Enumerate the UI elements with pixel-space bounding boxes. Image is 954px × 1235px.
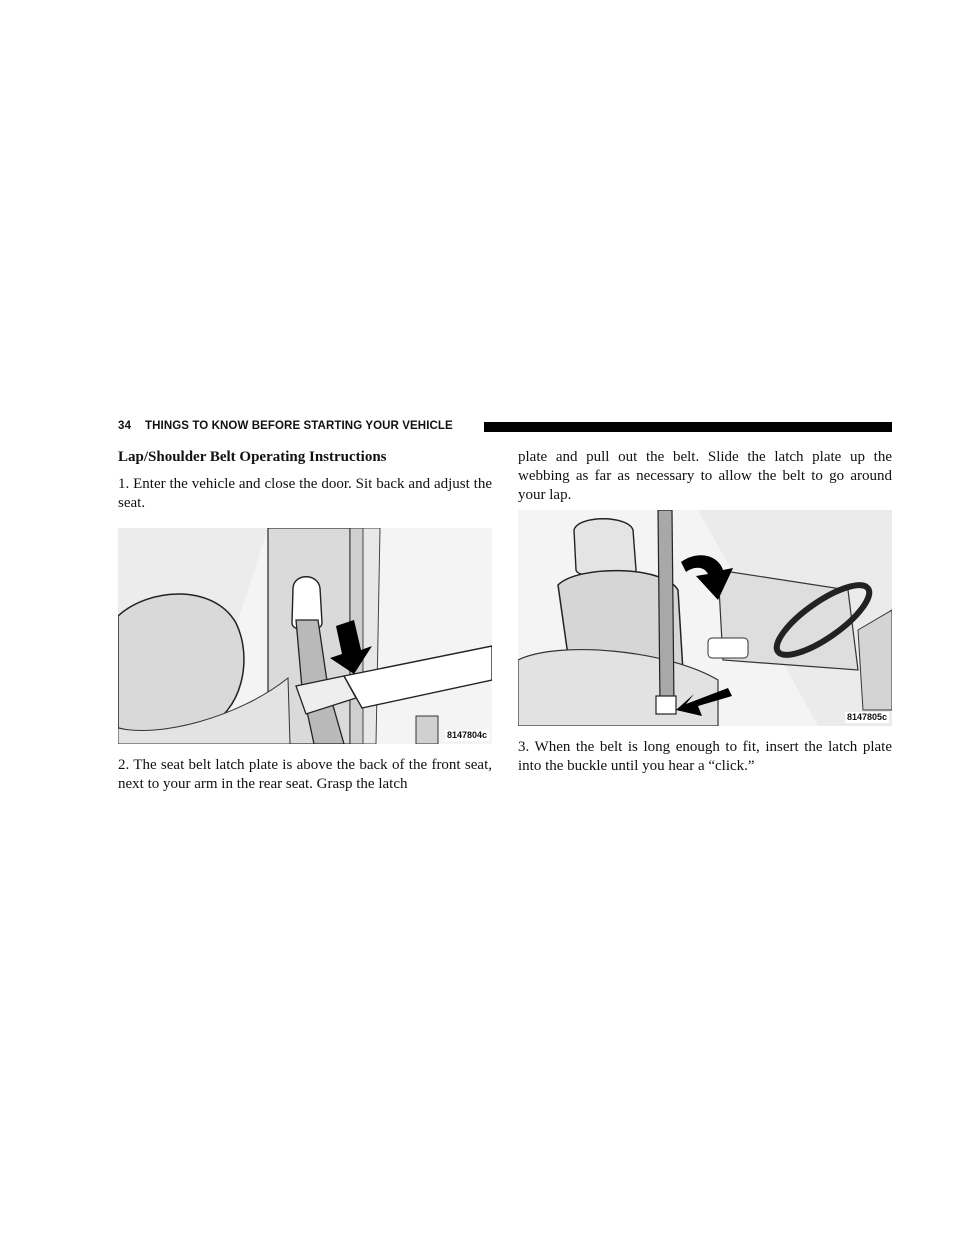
chapter-title: THINGS TO KNOW BEFORE STARTING YOUR VEHICLE (145, 420, 453, 432)
page-header (118, 419, 892, 435)
step-2-continued-text: plate and pull out the belt. Slide the latch plate up the webbing as far as necessary to allow the belt to go around your lap. (518, 449, 892, 503)
right-column (518, 448, 892, 776)
step-3-text: 3. When the belt is long enough to fit, insert the latch plate into the buckle until you hear a “click.” (518, 739, 892, 774)
left-column (118, 448, 492, 794)
step-2-text: 2. The seat belt latch plate is above the back of the front seat, next to your arm in the rear seat. Grasp the latch (118, 757, 492, 792)
figure-lap-belt (518, 510, 892, 726)
figure-code: 8147805c (846, 712, 887, 722)
header-rule (484, 422, 892, 432)
page-number: 34 (118, 420, 132, 432)
section-heading: Lap/Shoulder Belt Operating Instructions (118, 449, 387, 465)
belt-illustration-left (118, 528, 492, 744)
figure-code: 8147804c (446, 730, 487, 740)
belt-illustration-right (518, 510, 892, 726)
step-1-text: 1. Enter the vehicle and close the door. Sit back and adjust the seat. (118, 476, 492, 511)
figure-shoulder-belt (118, 528, 492, 744)
